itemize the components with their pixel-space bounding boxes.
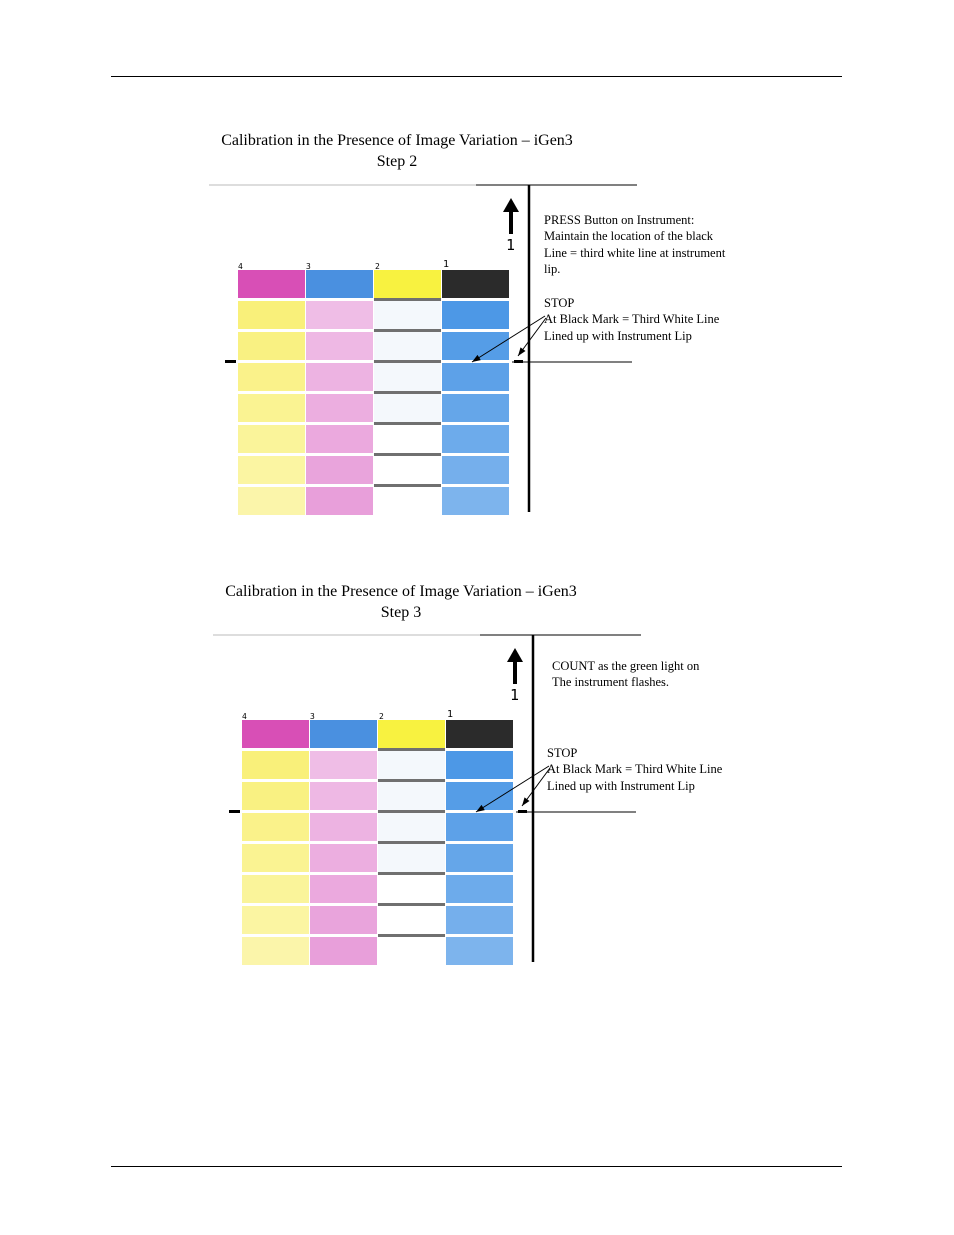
figure-step-label: Step 3 (380, 604, 422, 621)
stop-note (547, 745, 722, 794)
stop-line: At Black Mark = Third White Line (544, 312, 720, 327)
column-number-1: 1 (447, 709, 454, 720)
stop-line: STOP (544, 296, 575, 310)
stop-line: STOP (547, 746, 578, 760)
column-number-3: 3 (306, 262, 311, 271)
instruction-line: COUNT as the green light on (552, 659, 700, 673)
stop-line: Lined up with Instrument Lip (547, 778, 695, 793)
up-arrow-head (507, 648, 523, 662)
pink-swatch (310, 937, 377, 965)
column-number-2: 2 (379, 712, 384, 721)
strip-header-cell (310, 720, 377, 748)
separator-line (378, 779, 445, 782)
black-mark-left (229, 810, 240, 813)
white-swatch (378, 937, 445, 965)
instruction-line: PRESS Button on Instrument: (544, 213, 695, 227)
arrow-number: 1 (506, 236, 516, 254)
strip-header-cell (446, 720, 513, 748)
yellow-swatch (242, 906, 309, 934)
pink-swatch (310, 875, 377, 903)
blue-swatch (446, 844, 513, 872)
instruction-line: Line = third white line at instrument (544, 245, 726, 260)
yellow-swatch (242, 875, 309, 903)
separator-line (378, 903, 445, 906)
column-number-3: 3 (310, 712, 315, 721)
white-swatch (378, 813, 445, 841)
separator-line (378, 810, 445, 813)
blue-swatch (446, 875, 513, 903)
white-swatch (378, 751, 445, 779)
figure-step-label: Step 2 (376, 153, 418, 170)
arrow-number: 1 (510, 686, 520, 704)
yellow-swatch (242, 937, 309, 965)
separator-line (378, 872, 445, 875)
black-mark-right (518, 810, 527, 813)
strip-header-cell (242, 720, 309, 748)
stop-line: At Black Mark = Third White Line (547, 762, 723, 777)
yellow-swatch (242, 782, 309, 810)
figure-title-line1: Calibration in the Presence of Image Variation – iGen3 (225, 583, 577, 600)
column-number-2: 2 (375, 262, 380, 271)
blue-swatch (446, 813, 513, 841)
pink-swatch (310, 844, 377, 872)
pink-swatch (310, 751, 377, 779)
instruction-note (552, 658, 699, 691)
instruction-line: Maintain the location of the black (544, 229, 714, 244)
white-swatch (378, 844, 445, 872)
strip-header-cell (378, 720, 445, 748)
blue-swatch (446, 937, 513, 965)
column-number-4: 4 (242, 712, 247, 721)
instruction-line: lip. (544, 261, 561, 276)
pink-swatch (310, 782, 377, 810)
yellow-swatch (242, 844, 309, 872)
pointer-arrow-mark-head (522, 797, 529, 806)
separator-line (378, 841, 445, 844)
blue-swatch (446, 782, 513, 810)
white-swatch (378, 906, 445, 934)
yellow-swatch (242, 751, 309, 779)
yellow-swatch (242, 813, 309, 841)
instruction-line: The instrument flashes. (552, 675, 669, 690)
blue-swatch (446, 751, 513, 779)
figure-title-line1: Calibration in the Presence of Image Variation – iGen3 (221, 132, 573, 149)
pink-swatch (310, 906, 377, 934)
white-swatch (378, 782, 445, 810)
column-number-1: 1 (443, 259, 450, 270)
stop-line: Lined up with Instrument Lip (544, 328, 692, 343)
blue-swatch (446, 906, 513, 934)
separator-line (378, 748, 445, 751)
column-number-4: 4 (238, 262, 243, 271)
separator-line (378, 934, 445, 937)
white-swatch (378, 875, 445, 903)
pink-swatch (310, 813, 377, 841)
